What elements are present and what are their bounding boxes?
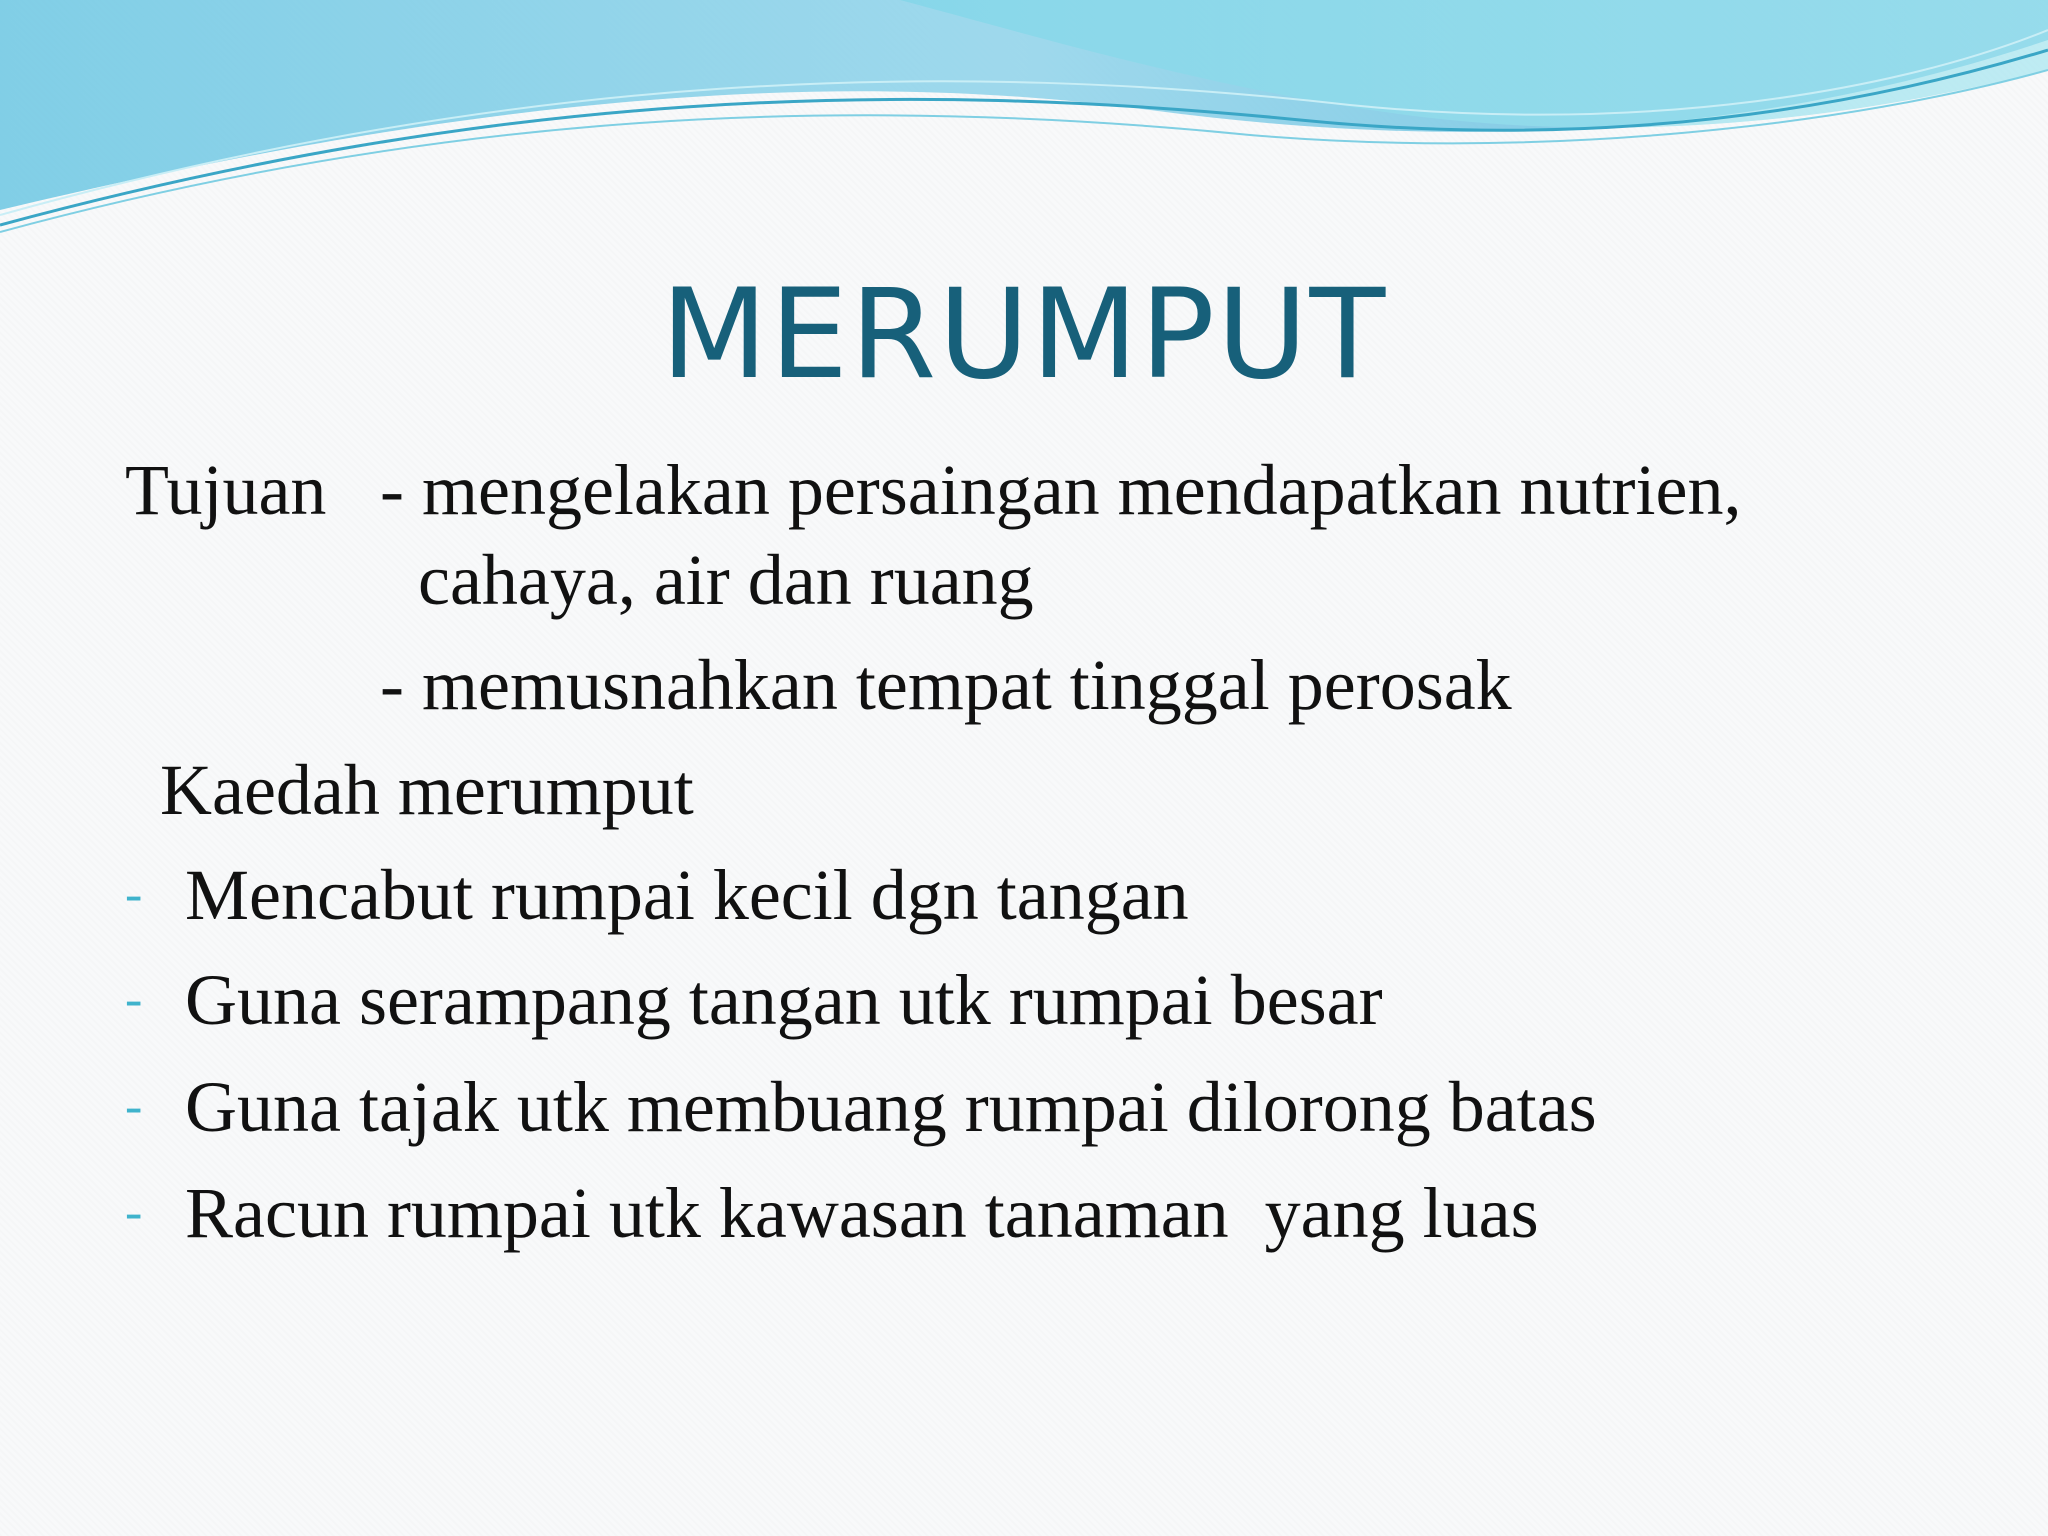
bullet-dash: -: [125, 866, 143, 923]
bullet-dash: -: [125, 1184, 143, 1241]
tujuan-label: Tujuan: [125, 450, 327, 530]
tujuan-item-1-continuation: cahaya, air dan ruang: [418, 540, 1034, 620]
slide-title: MERUMPUT: [660, 263, 1388, 407]
header-wave-decoration: [0, 0, 2048, 240]
kaedah-item-1: Mencabut rumpai kecil dgn tangan: [185, 855, 1189, 935]
bullet-dash: -: [125, 1078, 143, 1135]
kaedah-heading: Kaedah merumput: [160, 750, 694, 830]
tujuan-item-1: - mengelakan persaingan mendapatkan nutrien,: [380, 450, 1742, 530]
kaedah-item-2: Guna serampang tangan utk rumpai besar: [185, 960, 1383, 1040]
kaedah-item-3: Guna tajak utk membuang rumpai dilorong batas: [185, 1067, 1597, 1147]
tujuan-item-2: - memusnahkan tempat tinggal perosak: [380, 645, 1512, 725]
bullet-dash: -: [125, 971, 143, 1028]
kaedah-item-4: Racun rumpai utk kawasan tanaman yang luas: [185, 1173, 1539, 1253]
